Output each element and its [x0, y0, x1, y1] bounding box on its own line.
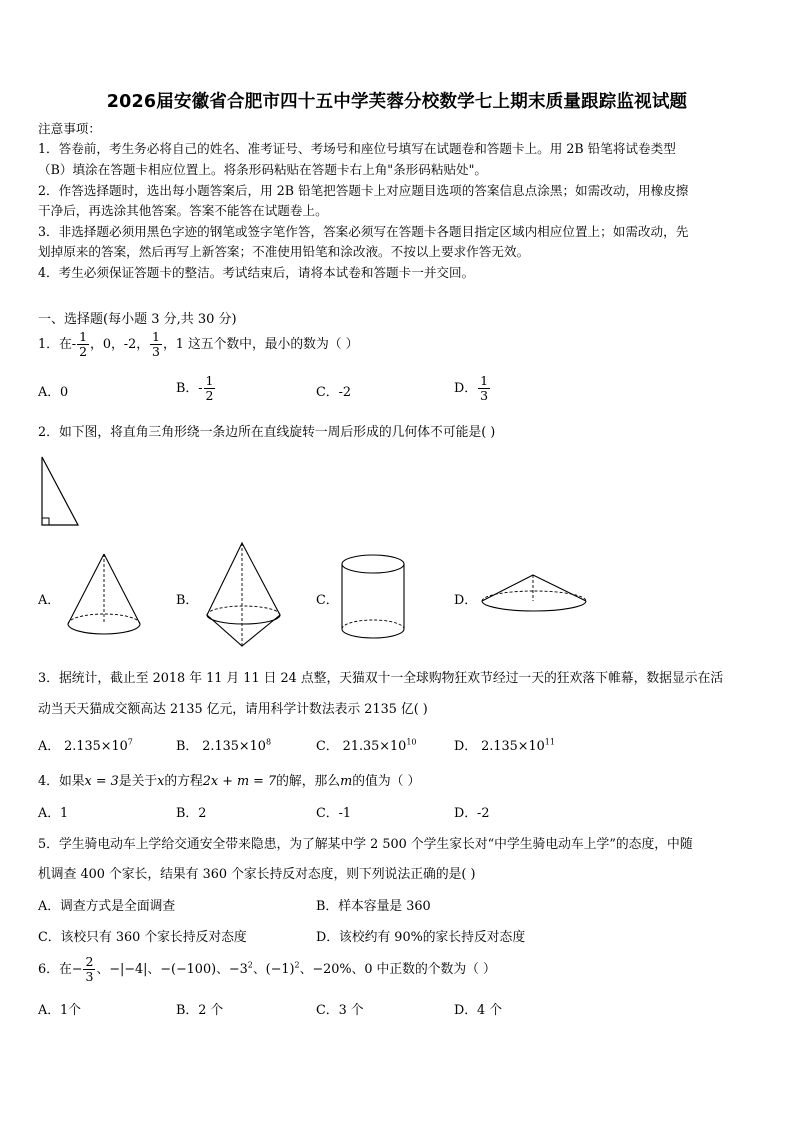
numerator: 2: [85, 954, 94, 969]
right-triangle-figure: [38, 455, 83, 530]
notice-line: 2．作答选择题时，选出每小题答案后，用 2B 铅笔把答题卡上对应题目选项的答案信息点涂黑；如需改动，用橡皮擦: [38, 183, 689, 198]
question-5-line2: 机调查 400 个家长，结果有 360 个家长持反对态度，则下列说法正确的是( ): [38, 867, 476, 882]
option-value: 2.135×10: [202, 739, 266, 754]
q3-option-d: [454, 735, 555, 754]
q2-option-d-label: D．: [454, 593, 478, 608]
q6-text: 、−|−4|、−(−100)、−3: [96, 962, 248, 977]
q1-option-d: [454, 374, 491, 403]
q2-option-c-label: C．: [316, 593, 339, 608]
q6-option-b: B．2 个: [176, 1003, 224, 1018]
q5-option-d: D．该校约有 90%的家长持反对态度: [316, 930, 526, 945]
question-3-line2: 动当天天猫成交额高达 2135 亿元，请用科学计数法表示 2135 亿( ): [38, 702, 428, 717]
denominator: 3: [85, 969, 94, 984]
q6-text: 6．在−: [38, 962, 83, 977]
question-2: 2．如下图，将直角三角形绕一条边所在直线旋转一周后形成的几何体不可能是( ): [38, 425, 496, 440]
section-heading: 一、选择题(每小题 3 分,共 30 分): [38, 312, 237, 327]
q6-option-d: D．4 个: [454, 1003, 503, 1018]
notice-line: （B）填涂在答题卡相应位置上。将条形码粘贴在答题卡右上角"条形码粘贴处"。: [38, 162, 488, 177]
exponent: 2: [294, 960, 300, 970]
notice-line: 4．考生必须保证答题卡的整洁。考试结束后，请将本试卷和答题卡一并交回。: [38, 265, 475, 280]
option-value: 2.135×10: [481, 739, 545, 754]
notice-line: 3．非选择题必须用黑色字迹的钢笔或签字笔作答，答案必须写在答题卡各题目指定区域内相应位置上；如需改动，先: [38, 224, 689, 239]
question-4: [38, 770, 420, 789]
denominator: 2: [205, 388, 214, 403]
numerator: 1: [152, 329, 160, 344]
exponent: 7: [127, 737, 133, 747]
math-variable: m: [340, 774, 353, 789]
exponent: 11: [544, 737, 555, 747]
q4-option-d: D．-2: [454, 806, 490, 821]
option-label: D．: [454, 739, 478, 754]
fraction: [77, 330, 89, 359]
numerator: 1: [480, 373, 489, 388]
q1-option-a: A．0: [38, 385, 69, 400]
cylinder-figure: [340, 553, 410, 643]
numerator: 1: [79, 329, 88, 344]
denominator: 2: [79, 344, 88, 359]
exponent: 2: [247, 960, 253, 970]
q4-text: 是关于: [118, 774, 158, 789]
q1-text: 1．在-: [38, 337, 77, 352]
option-label: B．: [176, 739, 199, 754]
q4-text: 的方程: [164, 774, 203, 789]
numerator: 1: [205, 373, 214, 388]
fraction: [83, 955, 95, 984]
q4-text: 的解，那么: [276, 774, 341, 789]
math-variable: x: [157, 774, 165, 789]
option-label: B．-: [176, 381, 203, 396]
fraction: [150, 330, 162, 359]
q1-option-b: [176, 374, 216, 403]
option-value: 21.35×10: [342, 739, 407, 754]
q3-option-a: [38, 735, 133, 754]
q3-option-c: [316, 735, 417, 754]
q6-text: 、−20%、0 中正数的个数为（ ）: [299, 962, 496, 977]
option-label: C．: [316, 739, 339, 754]
q6-option-a: A．1个: [38, 1003, 81, 1018]
q1-text: ，1 这五个数中，最小的数为（ ）: [162, 337, 359, 352]
page-title: 2026届安徽省合肥市四十五中学芙蓉分校数学七上期末质量跟踪监视试题: [106, 92, 688, 112]
q2-option-a-label: A．: [38, 593, 61, 608]
q1-option-c: C．-2: [316, 385, 352, 400]
notice-line: 划掉原来的答案，然后再写上新答案；不准使用铅笔和涂改液。不按以上要求作答无效。: [38, 244, 530, 259]
q5-option-c: C．该校只有 360 个家长持反对态度: [38, 930, 247, 945]
fraction: [204, 374, 216, 403]
flat-cone-figure: [480, 570, 590, 620]
notice-line: 1．答卷前，考生务必将自己的姓名、准考证号、考场号和座位号填写在试题卷和答题卡上。用 2B 铅笔将试卷类型: [38, 141, 676, 156]
exponent: 8: [265, 737, 272, 747]
question-3-line1: 3．据统计，截止至 2018 年 11 月 11 日 24 点整，天猫双十一全球购物狂欢节经过一天的狂欢落下帷幕，数据显示在活: [38, 671, 724, 686]
q4-text: 4．如果: [38, 774, 85, 789]
q4-option-b: B．2: [176, 806, 207, 821]
question-1: [38, 330, 358, 359]
q2-option-b-label: B．: [176, 593, 199, 608]
math-expression: x = 3: [84, 774, 119, 789]
option-label: A．: [38, 739, 61, 754]
q1-text: ，0，-2，: [90, 337, 150, 352]
denominator: 3: [152, 344, 160, 359]
q4-option-a: A．1: [38, 806, 69, 821]
notice-line: 干净后，再选涂其他答案。答案不能答在试题卷上。: [38, 203, 328, 218]
math-expression: 2x + m = 7: [202, 774, 277, 789]
question-6: [38, 955, 496, 984]
denominator: 3: [480, 388, 489, 403]
double-cone-figure: [202, 540, 286, 652]
fraction: [478, 374, 490, 403]
q3-option-b: [176, 735, 271, 754]
q4-option-c: C．-1: [316, 806, 352, 821]
option-label: D．: [454, 381, 478, 396]
q6-text: 、(−1): [252, 962, 295, 977]
q4-text: 的值为（ ）: [352, 774, 421, 789]
q5-option-b: B．样本容量是 360: [316, 899, 431, 914]
q5-option-a: A．调查方式是全面调查: [38, 899, 176, 914]
question-5-line1: 5．学生骑电动车上学给交通安全带来隐患，为了解某中学 2 500 个学生家长对“中学生骑电动车上学”的态度，中随: [38, 837, 693, 852]
q6-option-c: C．3 个: [316, 1003, 364, 1018]
notice-heading: 注意事项：: [38, 121, 101, 136]
option-value: 2.135×10: [64, 739, 128, 754]
cone-figure: [62, 550, 146, 640]
exponent: 10: [406, 737, 417, 747]
